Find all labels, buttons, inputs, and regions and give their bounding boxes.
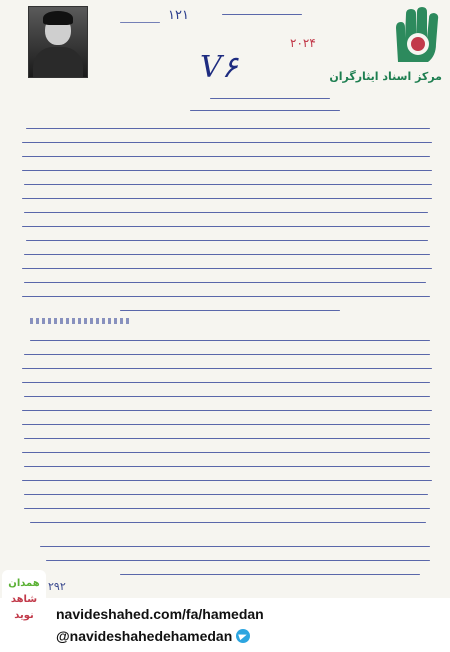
- document-number: ۱۲۱: [168, 8, 189, 23]
- portrait-photo: [28, 6, 88, 78]
- page-number: ۲۹۲: [48, 580, 66, 593]
- badge-line-2: شاهد: [10, 594, 38, 605]
- hand-logo-icon: [384, 4, 446, 70]
- badge-line-3: نوید: [14, 610, 34, 621]
- badge-line-1: همدان: [8, 578, 40, 589]
- telegram-handle[interactable]: [56, 628, 250, 644]
- telegram-icon: [236, 629, 250, 643]
- crossed-out-line: [30, 318, 130, 324]
- handle-text[interactable]: @navideshahedehamedan: [56, 628, 233, 644]
- site-badge: [0, 566, 48, 630]
- org-name: مرکز اسناد ایثارگران: [329, 70, 442, 83]
- document-code: ۲۰۲۴: [290, 36, 316, 50]
- website-link[interactable]: [56, 606, 264, 622]
- website-text[interactable]: navideshahed.com/fa/hamedan: [56, 606, 264, 622]
- file-number: V۶: [200, 50, 238, 85]
